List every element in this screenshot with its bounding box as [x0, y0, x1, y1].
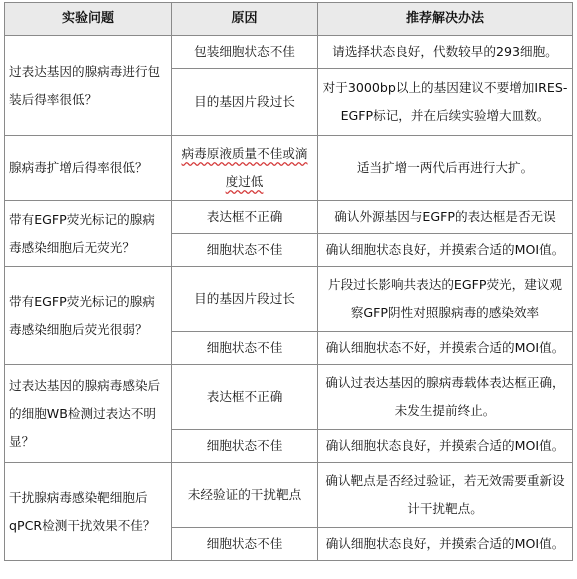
table-row [5, 36, 573, 69]
solution-cell: 确认靶点是否经过验证，若无效需要重新设计干扰靶点。 [318, 463, 573, 528]
cause-cell: 细胞状态不佳 [172, 332, 318, 365]
table-row [5, 365, 573, 430]
cause-cell: 表达框不正确 [172, 201, 318, 234]
problem-cell: 带有EGFP荧光标记的腺病毒感染细胞后荧光很弱？ [5, 267, 172, 365]
solution-cell: 确认外源基因与EGFP的表达框是否无误 [318, 201, 573, 234]
problem-cell: 过表达基因的腺病毒进行包装后得率很低？ [5, 36, 172, 136]
cause-cell: 细胞状态不佳 [172, 234, 318, 267]
problem-cell: 带有EGFP荧光标记的腺病毒感染细胞后无荧光？ [5, 201, 172, 267]
solution-cell: 对于3000bp以上的基因建议不要增加IRES-EGFP标记，并在后续实验增大皿数。 [318, 69, 573, 136]
troubleshooting-table [4, 2, 573, 561]
solution-cell: 片段过长影响共表达的EGFP荧光，建议观察GFP阴性对照腺病毒的感染效率 [318, 267, 573, 332]
cause-text: 病毒原液质量不佳或滴度过低 [181, 146, 308, 189]
cause-cell: 未经验证的干扰靶点 [172, 463, 318, 528]
cause-cell: 包装细胞状态不佳 [172, 36, 318, 69]
header-solution: 推荐解决办法 [318, 3, 573, 36]
solution-cell: 请选择状态良好，代数较早的293细胞。 [318, 36, 573, 69]
table-row [5, 201, 573, 234]
problem-cell: 干扰腺病毒感染靶细胞后qPCR检测干扰效果不佳？ [5, 463, 172, 561]
solution-cell: 确认细胞状态良好，并摸索合适的MOI值。 [318, 528, 573, 561]
cause-cell [172, 136, 318, 201]
solution-cell: 适当扩增一两代后再进行大扩。 [318, 136, 573, 201]
header-problem: 实验问题 [5, 3, 172, 36]
header-row [5, 3, 573, 36]
solution-cell: 确认过表达基因的腺病毒载体表达框正确，未发生提前终止。 [318, 365, 573, 430]
table-row [5, 136, 573, 201]
table-row [5, 267, 573, 332]
solution-cell: 确认细胞状态不好，并摸索合适的MOI值。 [318, 332, 573, 365]
table-row [5, 463, 573, 528]
cause-cell: 表达框不正确 [172, 365, 318, 430]
troubleshooting-table-container [4, 2, 572, 561]
cause-cell: 目的基因片段过长 [172, 69, 318, 136]
problem-cell: 腺病毒扩增后得率很低？ [5, 136, 172, 201]
solution-cell: 确认细胞状态良好，并摸索合适的MOI值。 [318, 430, 573, 463]
cause-cell: 细胞状态不佳 [172, 430, 318, 463]
cause-cell: 细胞状态不佳 [172, 528, 318, 561]
cause-cell: 目的基因片段过长 [172, 267, 318, 332]
problem-cell: 过表达基因的腺病毒感染后的细胞WB检测过表达不明显？ [5, 365, 172, 463]
header-cause: 原因 [172, 3, 318, 36]
solution-cell: 确认细胞状态良好，并摸索合适的MOI值。 [318, 234, 573, 267]
